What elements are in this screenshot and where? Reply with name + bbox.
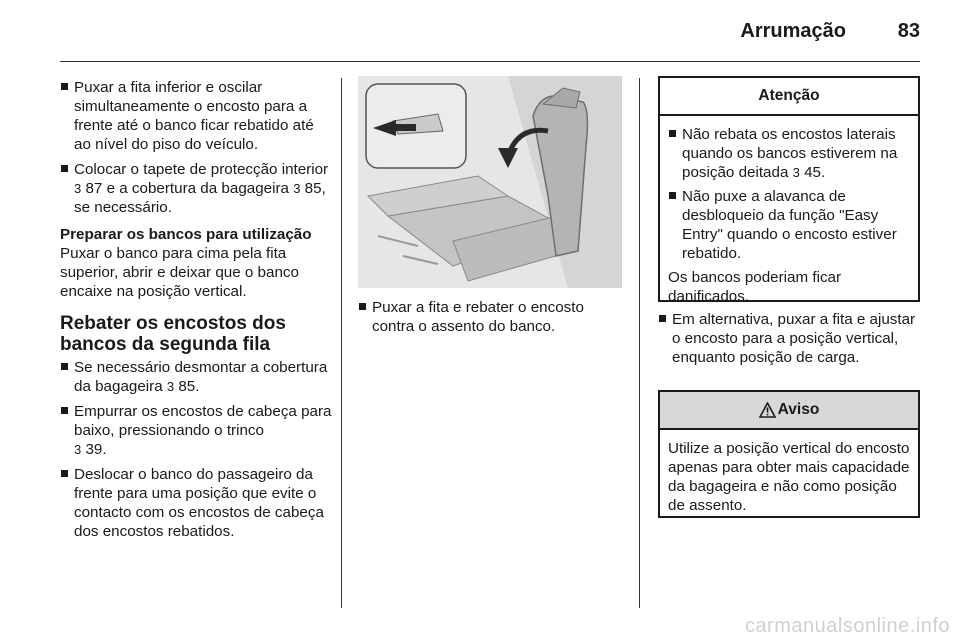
warning-triangle-icon: [759, 402, 776, 418]
list-item: Não puxe a alavanca de desbloqueio da função "Easy Entry" quando o encosto estiver rebatido.: [668, 187, 910, 263]
paragraph: Puxar o banco para cima pela fita superior, abrir e deixar que o banco encaixe na posição vertical.: [60, 245, 299, 300]
page-ref[interactable]: 87: [85, 180, 103, 197]
header-rule: [60, 61, 920, 62]
list-item: Não rebata os encostos laterais quando os bancos estiverem na posição deitada 3 45.: [668, 125, 910, 182]
list-item: Puxar a fita e rebater o encosto contra o assento do banco.: [358, 298, 620, 336]
column-divider: [639, 78, 640, 608]
section-heading: Rebater os encostos dos bancos da segunda fila: [60, 313, 286, 355]
watermark: carmanualsonline.info: [744, 615, 950, 637]
page-ref-icon: 3: [792, 165, 800, 180]
page-ref-icon: 3: [74, 442, 82, 457]
list-item: Se necessário desmontar a cobertura da bagageira 3 85.: [60, 358, 332, 396]
subheading: Preparar os bancos para utilização: [60, 226, 312, 243]
page-ref[interactable]: 39: [85, 441, 103, 458]
column-divider: [341, 78, 342, 608]
list-item: Empurrar os encostos de cabeça para baixo, pressionando o trinco 3 39.: [60, 402, 332, 459]
column-left: [60, 78, 332, 547]
page-ref[interactable]: 45: [804, 164, 821, 181]
page-ref[interactable]: 85: [304, 180, 322, 197]
attention-box: [658, 76, 920, 305]
list-item: Deslocar o banco do passageiro da frente para uma posição que evite o contacto com os encostos de cabeça dos encostos rebatidos.: [60, 465, 332, 541]
seat-folding-illustration: [358, 76, 622, 288]
warning-title: Aviso: [660, 392, 918, 430]
page-ref[interactable]: 85: [178, 378, 196, 395]
column-right: [658, 310, 920, 373]
list-item: Puxar a fita inferior e oscilar simultaneamente o encosto para a frente até o banco ficar rebatido até ao nível do piso do veículo.: [60, 78, 332, 154]
warning-body: Utilize a posição vertical do encosto apenas para obter mais capacidade da bagageira e não como posição de assento.: [668, 440, 910, 514]
column-middle: [358, 298, 620, 342]
warning-box: [658, 390, 920, 518]
page-number: 83: [897, 20, 920, 42]
list-item: Colocar o tapete de protecção interior 3 87 e a cobertura da bagageira 3 85, se necessário.: [60, 160, 332, 217]
seat-illustration-svg: [358, 76, 622, 288]
page-header-title: Arrumação: [740, 20, 846, 42]
page-ref-icon: 3: [74, 181, 82, 196]
page-ref-icon: 3: [293, 181, 301, 196]
page-ref-icon: 3: [166, 379, 175, 394]
list-item: Em alternativa, puxar a fita e ajustar o encosto para a posição vertical, enquanto posição de carga.: [658, 310, 920, 367]
attention-title: Atenção: [660, 78, 918, 116]
paragraph: Os bancos poderiam ficar danificados.: [668, 269, 842, 305]
